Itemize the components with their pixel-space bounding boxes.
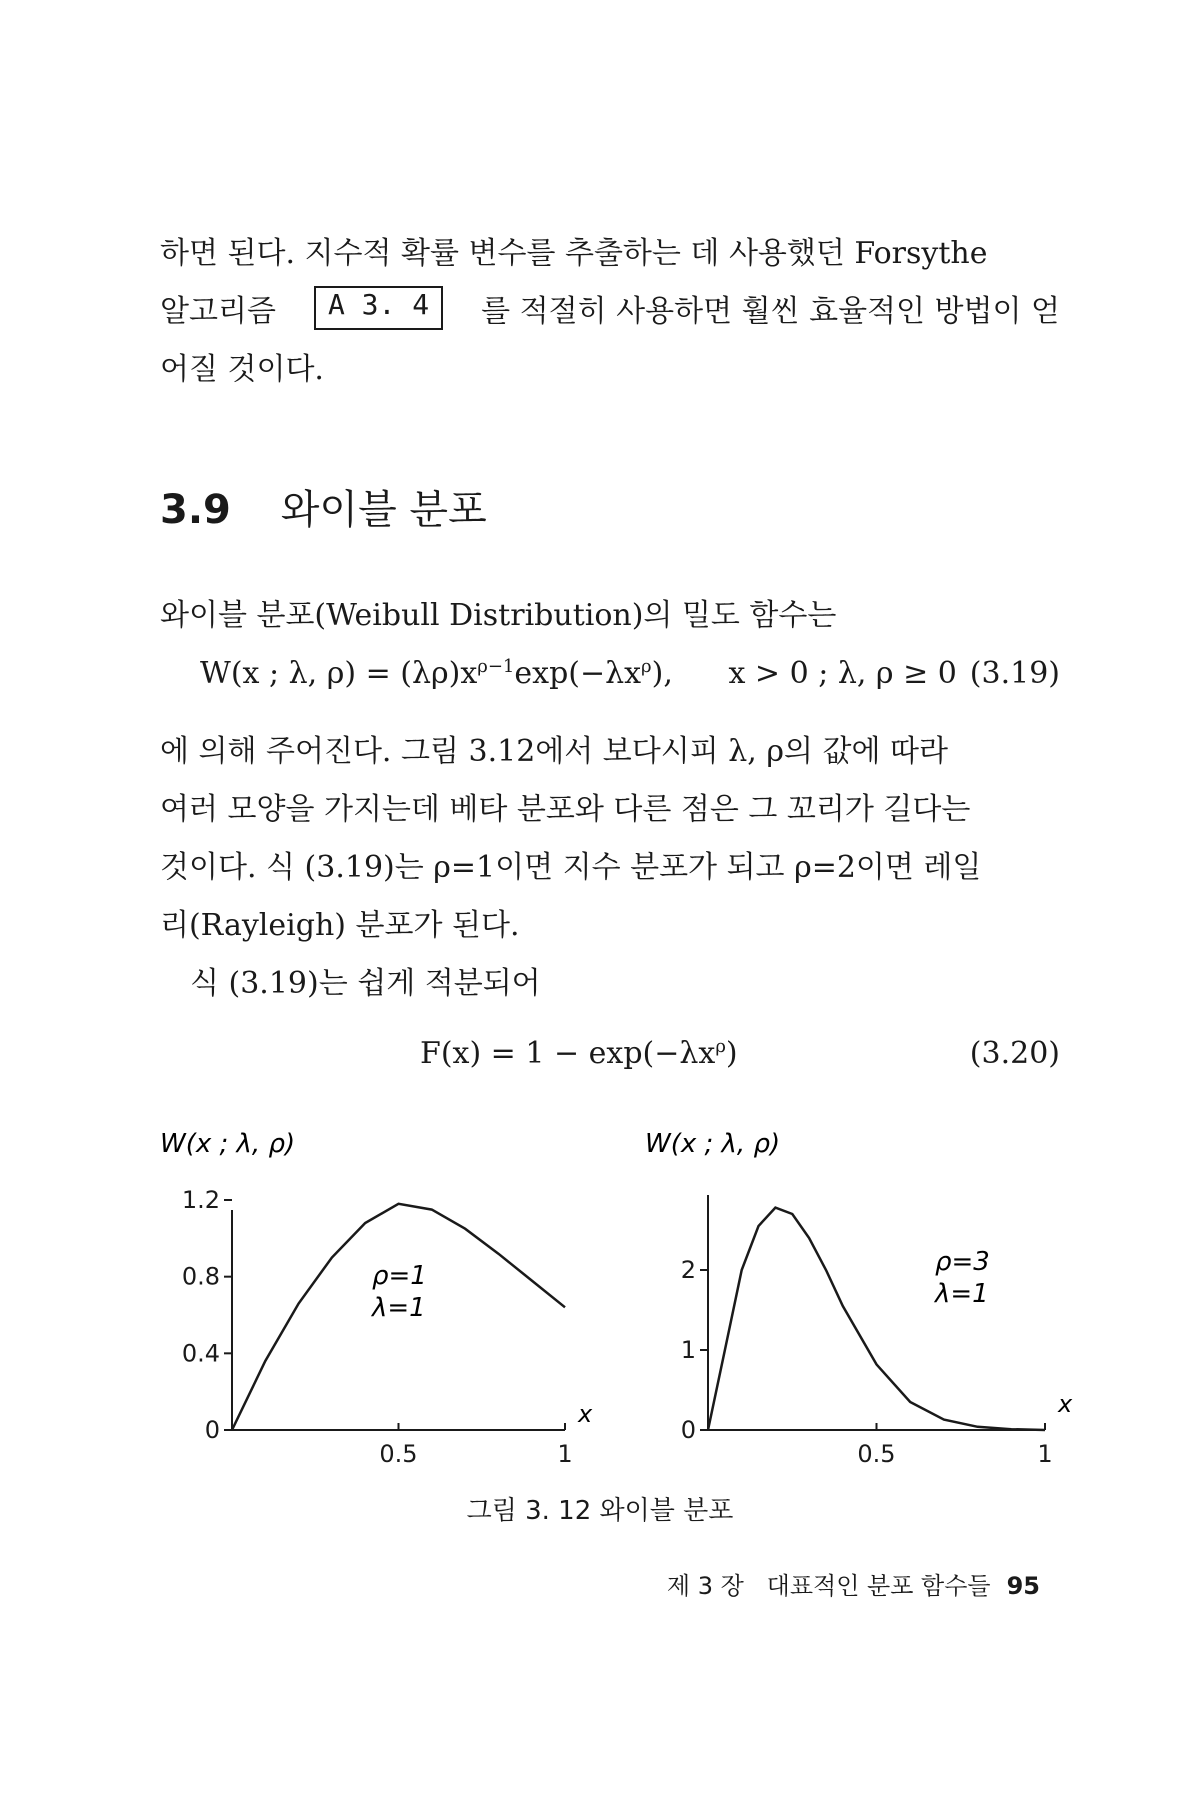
x-tick-label: 0.5 (379, 1440, 418, 1468)
eq319-lhs: W(x ; λ, ρ) = (λρ)x (200, 656, 478, 691)
para1-line3: 어질 것이다. (160, 352, 324, 387)
y-tick-label: 1.2 (181, 1186, 220, 1214)
eq320-sup: ρ (715, 1036, 726, 1057)
eq319-sup2: ρ (641, 656, 652, 677)
y-tick-label: 0.4 (181, 1339, 220, 1368)
section-heading (160, 478, 487, 535)
page-footer (667, 1566, 1040, 1601)
equation-3-19 (200, 656, 957, 691)
eq319-mid: exp(−λx (514, 656, 642, 691)
right-chart (645, 1129, 1073, 1468)
right-chart-xlabel: x (1058, 1390, 1073, 1418)
figure-weibull-plots (0, 1110, 1200, 1490)
y-tick-label: 0 (680, 1416, 696, 1444)
section-number: 3.9 (160, 487, 231, 533)
figure-caption: 그림 3. 12 와이블 분포 (466, 1496, 734, 1526)
section-title: 와이블 분포 (280, 487, 487, 533)
eq320-rhs: ) (725, 1036, 738, 1071)
para2-line2: 여러 모양을 가지는데 베타 분포와 다른 점은 그 꼬리가 길다는 (160, 792, 971, 827)
y-tick-label: 1 (680, 1336, 696, 1364)
right-param-rho: ρ=3 (935, 1247, 990, 1277)
para2-line1: 에 의해 주어진다. 그림 3.12에서 보다시피 λ, ρ의 값에 따라 (160, 734, 948, 769)
eq319-condition: x > 0 ; λ, ρ ≥ 0 (728, 656, 957, 691)
left-chart-xlabel: x (578, 1400, 593, 1428)
para1-line2-pre: 알고리즘 (160, 294, 276, 329)
equation-3-20 (420, 1036, 738, 1071)
intro-text: 와이블 분포(Weibull Distribution)의 밀도 함수는 (160, 598, 837, 633)
eq319-rhs: ), (651, 656, 673, 691)
x-tick-label: 1 (1037, 1440, 1053, 1468)
para1-line2-post: 를 적절히 사용하면 훨씬 효율적인 방법이 얻 (481, 294, 1060, 329)
y-tick-label: 0 (204, 1416, 220, 1444)
page-number: 95 (1006, 1572, 1040, 1600)
left-chart-ylabel: W(x ; λ, ρ) (160, 1129, 296, 1159)
algorithm-reference-box: A 3. 4 (314, 286, 443, 330)
eq319-sup1: ρ−1 (477, 656, 515, 677)
equation-number-3-19: (3.19) (969, 656, 1060, 691)
equation-number-3-20: (3.20) (969, 1036, 1060, 1071)
chapter-footer-text: 제 3 장 대표적인 분포 함수들 (666, 1572, 991, 1600)
left-param-lambda: λ=1 (372, 1293, 426, 1323)
left-chart (160, 1129, 593, 1468)
y-tick-label: 2 (680, 1256, 696, 1284)
right-chart-ylabel: W(x ; λ, ρ) (645, 1129, 781, 1159)
para2-line4: 리(Rayleigh) 분포가 된다. (160, 908, 520, 943)
x-tick-label: 0.5 (857, 1440, 896, 1468)
right-curve-rho3 (708, 1208, 1045, 1430)
right-param-lambda: λ=1 (935, 1279, 989, 1309)
left-param-rho: ρ=1 (372, 1261, 427, 1291)
y-tick-label: 0.8 (181, 1262, 220, 1291)
eq320-lhs: F(x) = 1 − exp(−λx (420, 1036, 716, 1071)
x-tick-label: 1 (557, 1440, 573, 1468)
para3-text: 식 (3.19)는 쉽게 적분되어 (190, 966, 541, 1001)
para1-line2 (160, 286, 1060, 330)
para2-line3: 것이다. 식 (3.19)는 ρ=1이면 지수 분포가 되고 ρ=2이면 레일 (160, 850, 982, 885)
para1-line1: 하면 된다. 지수적 확률 변수를 추출하는 데 사용했던 Forsythe (160, 236, 988, 271)
